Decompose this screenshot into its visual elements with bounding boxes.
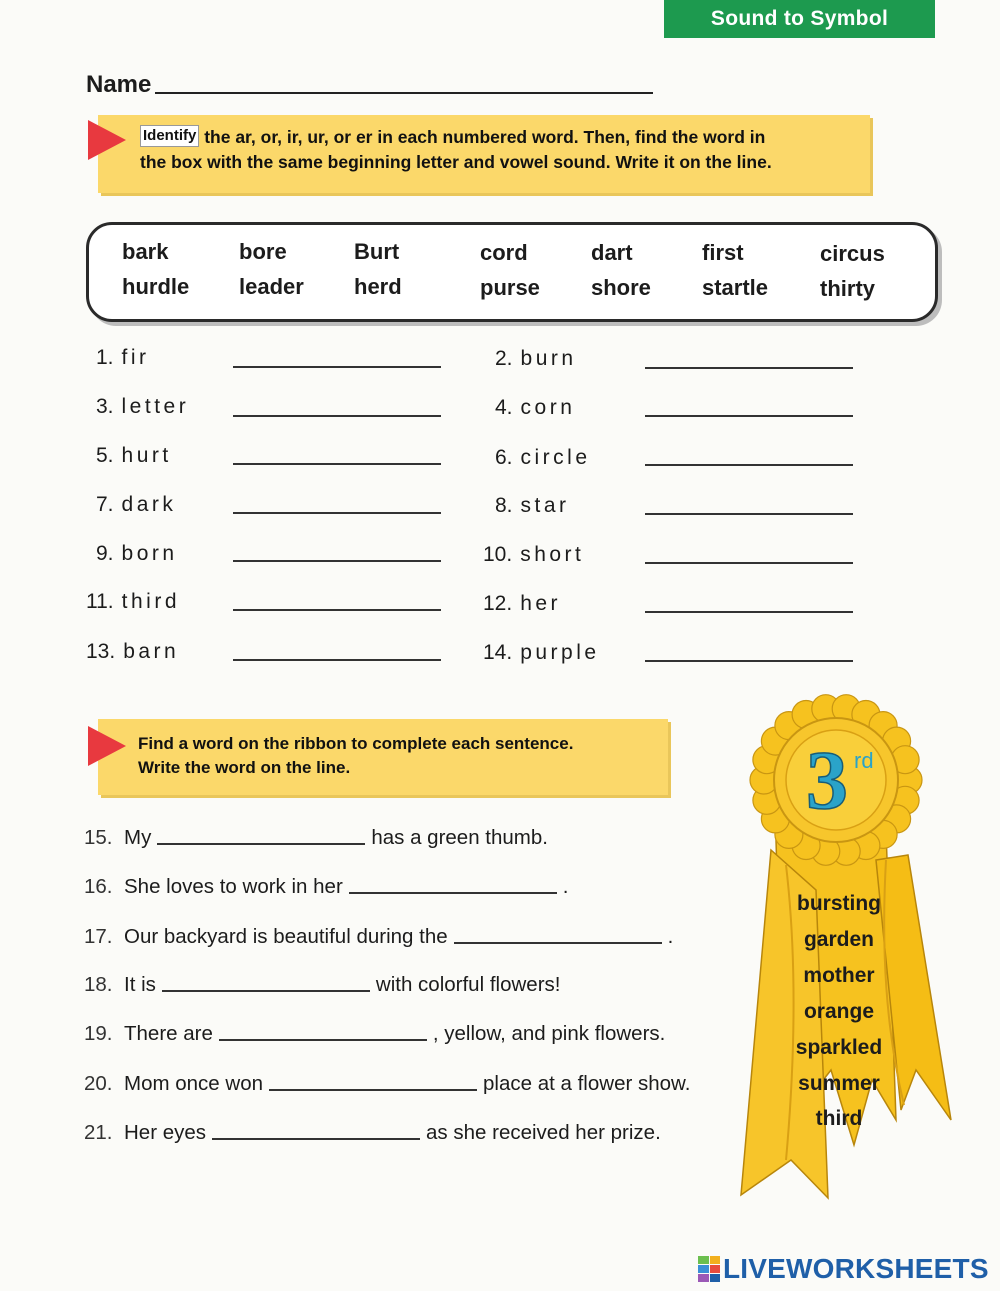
ribbon-word: sparkled xyxy=(795,1036,883,1059)
sentence-blank[interactable] xyxy=(157,843,365,845)
answer-line[interactable] xyxy=(233,512,441,514)
answer-line[interactable] xyxy=(233,415,441,417)
list-item: 3. letter xyxy=(96,395,190,418)
word-box-item: startle xyxy=(702,275,769,300)
arrow-icon xyxy=(88,120,126,160)
section-tag: Sound to Symbol xyxy=(664,0,935,38)
instruction-sound-er: er xyxy=(355,127,373,147)
word-box-item: dart xyxy=(591,240,633,265)
sentence-row: 18. It is with colorful flowers! xyxy=(84,973,561,996)
word-box xyxy=(86,222,938,322)
logo-text: LIVEWORKSHEETS xyxy=(723,1253,989,1284)
ribbon-word: garden xyxy=(803,928,874,951)
word-box-item: cord xyxy=(480,240,528,265)
answer-line[interactable] xyxy=(645,611,853,613)
instruction-2-line-1: Find a word on the ribbon to complete each sentence. xyxy=(138,734,574,753)
list-item: 10. short xyxy=(483,543,585,566)
answer-line[interactable] xyxy=(645,367,853,369)
word-box-item: bark xyxy=(122,239,169,264)
sentence-row: 17. Our backyard is beautiful during the . xyxy=(84,925,674,948)
word-box-item: leader xyxy=(239,274,304,299)
answer-line[interactable] xyxy=(645,464,853,466)
instruction-text: in each numbered word. Then, find the word in xyxy=(372,127,766,147)
sentence-blank[interactable] xyxy=(219,1039,427,1041)
answer-line[interactable] xyxy=(645,415,853,417)
instruction-text: the xyxy=(199,127,236,147)
answer-line[interactable] xyxy=(233,560,441,562)
sentence-blank[interactable] xyxy=(212,1138,420,1140)
list-item: 5. hurt xyxy=(96,444,172,467)
word-box-item: circus xyxy=(820,241,885,266)
ribbon-word: third xyxy=(815,1107,863,1130)
list-item: 13. barn xyxy=(86,640,180,663)
word-box-item: thirty xyxy=(820,276,875,301)
answer-line[interactable] xyxy=(645,562,853,564)
sentence-blank[interactable] xyxy=(162,990,370,992)
instruction-banner-1 xyxy=(98,115,870,193)
instruction-1-line-1 xyxy=(140,125,856,150)
instruction-sounds: ar, or, ir, ur, xyxy=(235,127,329,147)
word-box-item: first xyxy=(702,240,744,265)
list-item: 11. third xyxy=(86,590,180,613)
sentence-row: 15. My has a green thumb. xyxy=(84,826,548,849)
answer-line[interactable] xyxy=(233,366,441,368)
arrow-icon xyxy=(88,726,126,766)
list-item: 14. purple xyxy=(483,641,600,664)
logo-mark-icon xyxy=(698,1256,720,1282)
name-row xyxy=(86,64,666,98)
list-item: 9. born xyxy=(96,542,178,565)
instruction-2-line-2: Write the word on the line. xyxy=(138,758,351,777)
answer-line[interactable] xyxy=(233,463,441,465)
list-item: 1. fir xyxy=(96,346,150,369)
word-box-item: herd xyxy=(354,274,402,299)
name-label: Name xyxy=(86,71,152,98)
sentence-row: 21. Her eyes as she received her prize. xyxy=(84,1121,661,1144)
word-box-item: bore xyxy=(239,239,287,264)
sentence-blank[interactable] xyxy=(454,942,662,944)
identify-word-box: Identify xyxy=(140,125,199,147)
instruction-text: or xyxy=(328,127,356,147)
ribbon-word: orange xyxy=(803,1000,874,1023)
list-item: 6. circle xyxy=(495,446,591,469)
list-item: 7. dark xyxy=(96,493,177,516)
instruction-banner-2 xyxy=(98,719,668,795)
badge-number: 3 xyxy=(806,734,848,827)
list-item: 4. corn xyxy=(495,396,576,419)
answer-line[interactable] xyxy=(645,660,853,662)
sentence-row: 19. There are , yellow, and pink flowers. xyxy=(84,1022,666,1045)
list-item: 2. burn xyxy=(495,347,577,370)
word-box-item: hurdle xyxy=(122,274,190,299)
liveworksheets-logo xyxy=(698,1252,989,1286)
ribbon-word: summer xyxy=(798,1072,880,1095)
answer-line[interactable] xyxy=(233,609,441,611)
sentence-row: 20. Mom once won place at a flower show. xyxy=(84,1072,691,1095)
instruction-1-line-2: the box with the same beginning letter and vowel sound. Write it on the line. xyxy=(140,152,772,172)
answer-line[interactable] xyxy=(645,513,853,515)
ribbon-word: mother xyxy=(803,964,875,987)
word-box-item: shore xyxy=(591,275,651,300)
sentence-blank[interactable] xyxy=(349,892,557,894)
word-box-item: Burt xyxy=(354,239,400,264)
badge-suffix: rd xyxy=(854,748,874,773)
name-line[interactable] xyxy=(155,92,653,94)
ribbon-word: bursting xyxy=(797,892,881,915)
word-box-item: purse xyxy=(480,275,540,300)
sentence-blank[interactable] xyxy=(269,1089,477,1091)
list-item: 8. star xyxy=(495,494,570,517)
answer-line[interactable] xyxy=(233,659,441,661)
sentence-row: 16. She loves to work in her . xyxy=(84,875,569,898)
list-item: 12. her xyxy=(483,592,562,615)
